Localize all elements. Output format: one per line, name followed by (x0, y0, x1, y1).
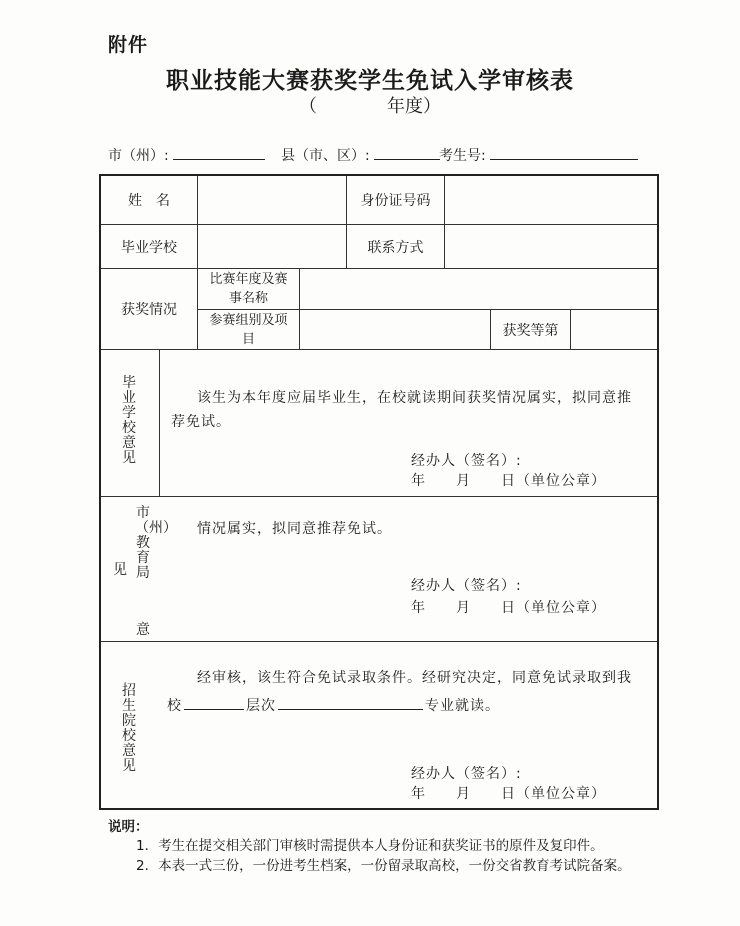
college-opinion-text-line1: 经审核，该生符合免试录取条件。经研究决定，同意免试录取到我 (197, 670, 632, 686)
id-number-label: 身份证号码 (360, 193, 431, 209)
school-opinion-side-label: 毕业学校意见 (122, 375, 136, 466)
name-label: 姓 名 (128, 193, 170, 209)
school-opinion-signer: 经办人（签名）: (411, 453, 522, 469)
exam-no-field (439, 145, 638, 165)
college-opinion-date: 年 月 日（单位公章） (411, 786, 606, 802)
contact-label: 联系方式 (367, 239, 424, 256)
notes-heading: 说明： (108, 819, 149, 835)
attachment-label: 附件 (108, 34, 149, 56)
exam-no-blank[interactable] (490, 145, 638, 160)
form-subtitle (0, 92, 740, 118)
rank-label: 获奖等第 (502, 322, 559, 339)
school-opinion-text-line2: 荐免试。 (171, 414, 231, 430)
competition-label: 比赛年度及赛 事名称 (209, 272, 288, 306)
college-opinion-signer: 经办人（签名）: (411, 766, 522, 782)
school-label: 毕业学校 (121, 239, 177, 256)
college-opinion-text-line2: 校 层次 专业就读。 (167, 694, 500, 718)
county-field (281, 145, 440, 165)
rank-input[interactable] (571, 310, 657, 349)
edu-opinion-side-label-b: 见 (113, 562, 127, 578)
group-input[interactable] (300, 310, 490, 349)
college-school-blank[interactable] (184, 695, 244, 710)
audit-table (99, 174, 659, 810)
subtitle-open-paren: （ (299, 96, 317, 117)
school-opinion-text-line1: 该生为本年度应届毕业生，在校就读期间获奖情况属实，拟同意推 (197, 390, 632, 406)
note-item-1: 1．考生在提交相关部门审核时需提供本人身份证和获奖证书的原件及复印件。 (136, 838, 604, 854)
award-label: 获奖情况 (121, 302, 177, 318)
edu-opinion-side-label: 市（州）教育局 (135, 505, 177, 581)
city-blank[interactable] (173, 145, 265, 160)
note-item-2: 2．本表一式三份，一份进考生档案，一份留录取高校，一份交省教育考试院备案。 (136, 858, 631, 874)
edu-opinion-side-label-c: 意 (136, 622, 150, 638)
school-input[interactable] (198, 225, 346, 268)
edu-opinion-text: 情况属实，拟同意推荐免试。 (197, 521, 392, 537)
contact-input[interactable] (445, 225, 657, 268)
group-label: 参赛组别及项 目 (209, 312, 288, 347)
city-label: 市（州）: (108, 148, 169, 164)
subtitle-year: 年度） (387, 96, 441, 117)
college-opinion-side-label: 招生院校意见 (122, 683, 136, 774)
id-number-input[interactable] (445, 176, 657, 224)
county-label: 县（市、区）: (281, 148, 370, 164)
exam-no-label: 考生号: (439, 148, 486, 164)
college-level-blank[interactable] (278, 695, 423, 710)
name-input[interactable] (198, 176, 346, 224)
edu-opinion-date: 年 月 日（单位公章） (411, 600, 606, 616)
city-field (108, 145, 265, 165)
competition-input[interactable] (300, 269, 657, 309)
edu-opinion-signer: 经办人（签名）: (411, 578, 522, 594)
form-title: 职业技能大赛获奖学生免试入学审核表 (166, 68, 574, 94)
county-blank[interactable] (374, 145, 440, 160)
school-opinion-date: 年 月 日（单位公章） (411, 473, 606, 489)
